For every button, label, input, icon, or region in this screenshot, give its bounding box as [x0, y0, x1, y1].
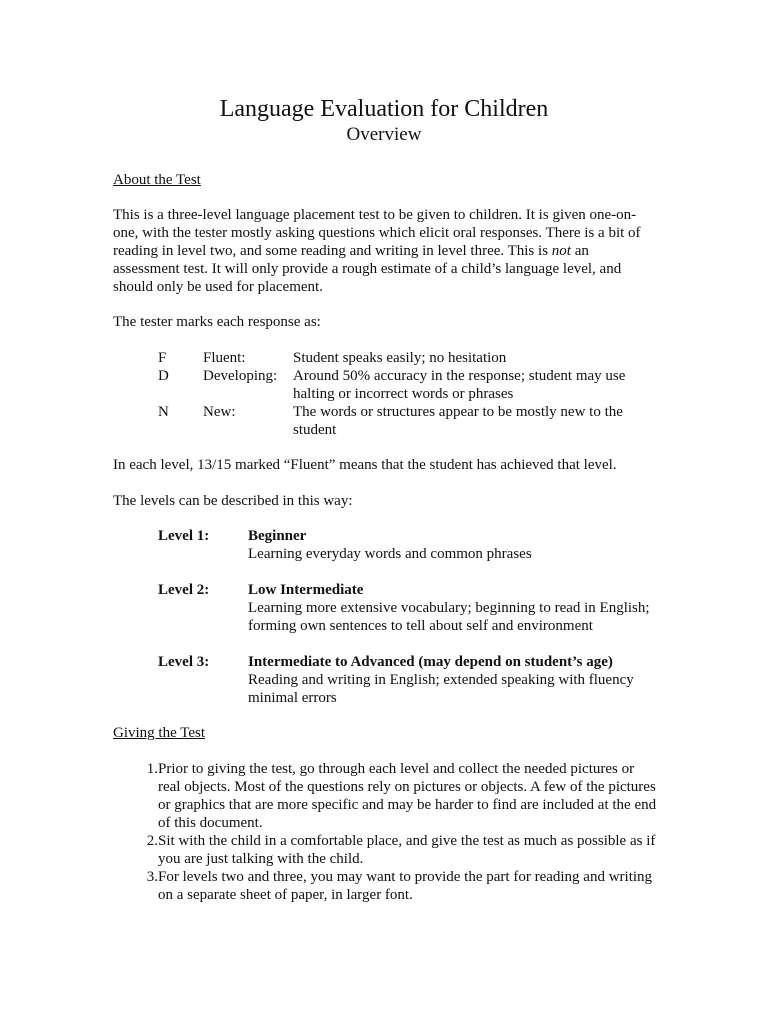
mark-code: N: [158, 404, 169, 420]
mark-description: Student speaks easily; no hesitation: [293, 350, 507, 366]
marks-intro: The tester marks each response as:: [113, 314, 321, 330]
level-row-1: [158, 527, 658, 563]
level-body: [248, 653, 658, 707]
marks-list: [158, 349, 658, 439]
mark-code: D: [158, 368, 169, 384]
mark-row-developing: [158, 367, 658, 403]
about-intro-paragraph: [113, 206, 658, 296]
step-number-cell: [113, 760, 158, 832]
mark-description: Around 50% accuracy in the response; student may use halting or incorrect words or phrases: [293, 368, 626, 402]
level-description: Learning everyday words and common phrases: [248, 546, 532, 562]
document-subtitle: Overview: [346, 124, 422, 145]
about-heading: About the Test: [113, 172, 201, 188]
step-text: For levels two and three, you may want to provide the part for reading and writing on a separate sheet of paper, in larger font.: [158, 869, 653, 903]
fluent-note: In each level, 13/15 marked “Fluent” means that the student has achieved that level.: [113, 457, 617, 473]
step-number-cell: [113, 868, 158, 904]
step-number: 3.: [146, 869, 158, 885]
steps-list: [113, 760, 658, 904]
mark-row-fluent: [158, 349, 658, 367]
step-row: [113, 760, 658, 832]
document-title: Language Evaluation for Children: [219, 96, 549, 122]
step-number-cell: [113, 832, 158, 868]
levels-intro: The levels can be described in this way:: [113, 493, 353, 509]
step-row: [113, 832, 658, 868]
level-row-3: [158, 653, 658, 707]
level-name: Beginner: [248, 528, 307, 544]
mark-name: Developing:: [203, 368, 278, 384]
step-number: 1.: [146, 761, 158, 777]
mark-row-new: [158, 403, 658, 439]
mark-name: New:: [203, 404, 236, 420]
step-number: 2.: [146, 833, 158, 849]
level-description: Learning more extensive vocabulary; beginning to read in English; forming own sentences to tell about self and environment: [248, 600, 650, 634]
step-text: Sit with the child in a comfortable place, and give the test as much as possible as if you are just talking with the child.: [158, 833, 656, 867]
level-name: Intermediate to Advanced (may depend on student’s age): [248, 654, 613, 670]
step-text: Prior to giving the test, go through each level and collect the needed pictures or real objects. Most of the questions rely on pictures or objects. A few of the pictures or graphics that are more specific and may be harder to find are included at the end of this document.: [158, 761, 657, 831]
mark-name: Fluent:: [203, 350, 246, 366]
intro-emphasis: not: [551, 243, 571, 259]
intro-text-b: an assessment test. It will only provide a rough estimate of a child’s language level, and should only be used for placement.: [113, 243, 622, 295]
giving-heading: Giving the Test: [113, 725, 205, 741]
step-row: [113, 868, 658, 904]
mark-description: The words or structures appear to be mostly new to the student: [293, 404, 623, 438]
level-label: Level 2:: [158, 582, 210, 598]
level-body: [248, 581, 658, 635]
level-label: Level 3:: [158, 654, 210, 670]
level-body: [248, 527, 658, 563]
levels-list: [158, 527, 658, 725]
mark-code: F: [158, 350, 167, 366]
level-row-2: [158, 581, 658, 635]
level-label: Level 1:: [158, 528, 210, 544]
level-name: Low Intermediate: [248, 582, 364, 598]
intro-text-a: This is a three-level language placement test to be given to children. It is given one-on-one, with the tester mostly asking questions which elicit oral responses. There is a bit of reading in level two, and some reading and writing in level three. This is: [113, 207, 641, 259]
level-description: Reading and writing in English; extended speaking with fluency minimal errors: [248, 672, 634, 706]
